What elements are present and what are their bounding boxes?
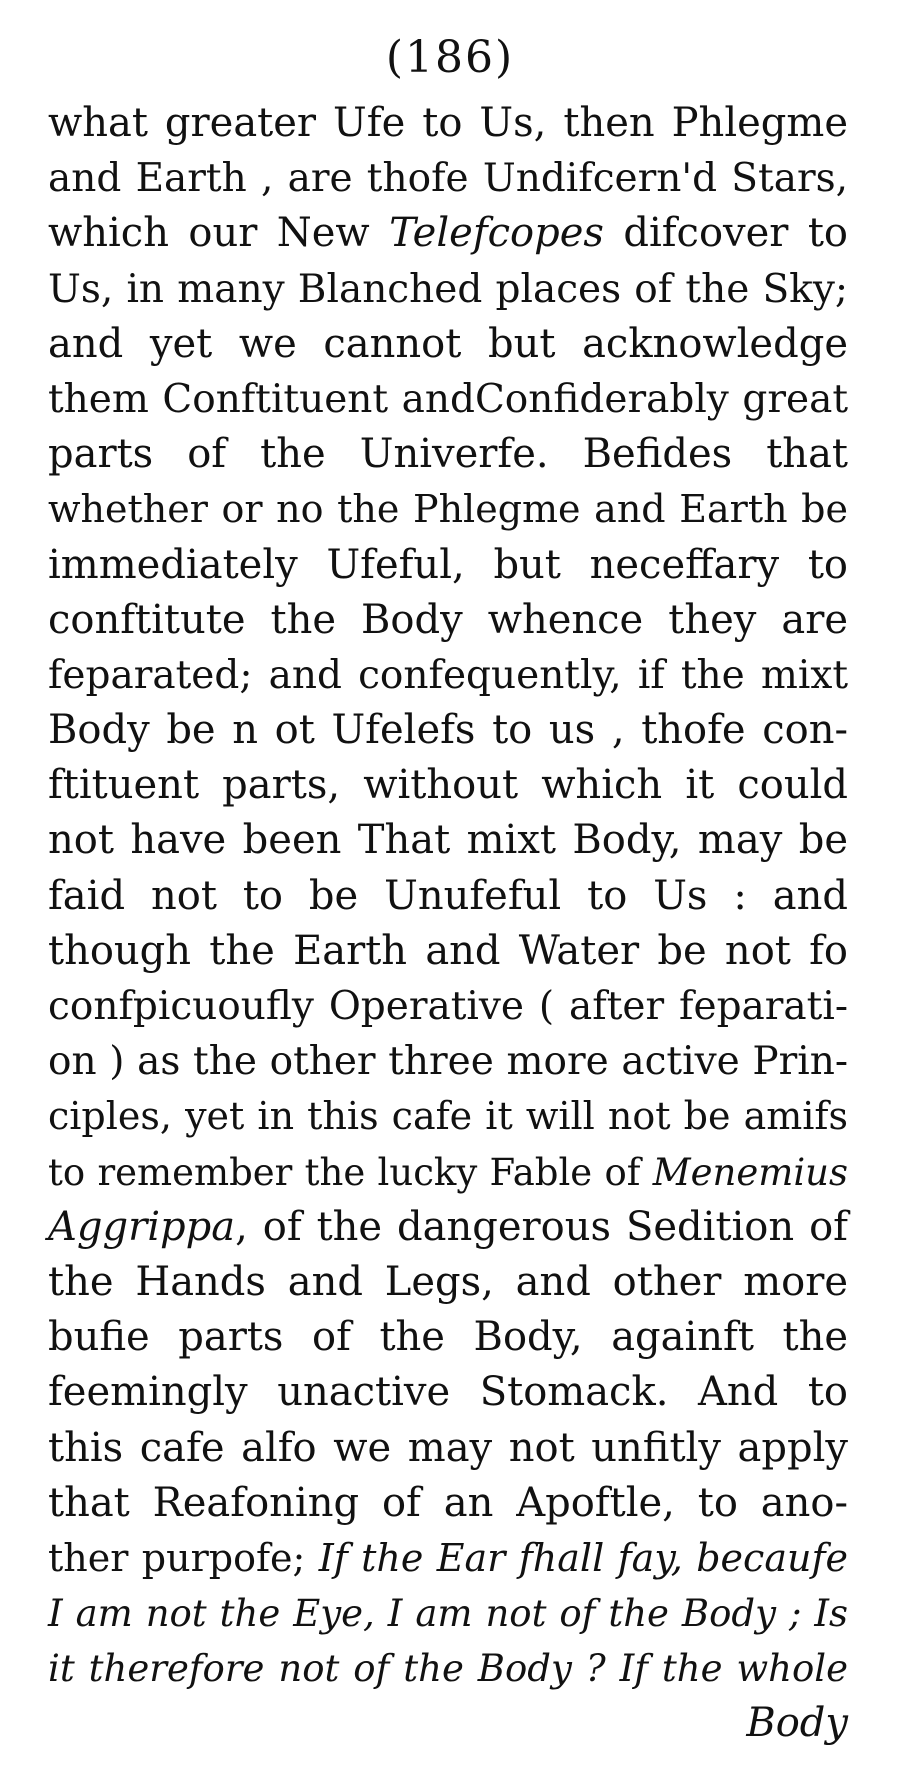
roman-text: whether or no the Phlegme and Earth be	[48, 487, 848, 532]
text-line	[48, 1586, 848, 1641]
text-line	[48, 1476, 848, 1531]
text-line	[48, 1145, 848, 1200]
roman-text: ftituent parts, without which it could	[48, 762, 848, 809]
roman-text: which our New	[48, 210, 390, 257]
body-text	[48, 96, 848, 1752]
italic-text: If the Ear fhall fay, becaufe	[318, 1535, 849, 1580]
text-line	[48, 703, 848, 758]
roman-text: and Earth , are thofe Undifcern'd Stars,	[48, 156, 848, 202]
roman-text: ther purpofe;	[48, 1535, 319, 1580]
roman-text: difcover to	[603, 210, 848, 257]
roman-text: Us, in many Blanched places of the Sky;	[48, 266, 848, 312]
text-line	[48, 813, 848, 868]
text-line	[48, 924, 848, 979]
text-line	[48, 1255, 848, 1310]
text-line	[48, 96, 848, 151]
italic-text: I am not the Eye, I am not of the Body ; Is	[48, 1592, 848, 1636]
text-line	[48, 1034, 848, 1089]
roman-text: them Conftituent andConfiderably great	[48, 376, 848, 422]
italic-text: Body	[746, 1700, 848, 1747]
roman-text: Body be n ot Ufelefs to us , thofe con-	[48, 707, 848, 754]
roman-text: confpicuoufly Operative ( after feparati-	[48, 984, 848, 1029]
roman-text: to remember the lucky Fable of	[48, 1150, 653, 1194]
text-line	[48, 206, 848, 261]
text-line	[48, 262, 848, 317]
roman-text: that Reafoning of an Apoftle, to ano-	[48, 1479, 848, 1526]
text-line	[48, 1089, 848, 1144]
text-line	[48, 538, 848, 593]
text-line	[48, 648, 848, 703]
roman-text: what greater Ufe to Us, then Phlegme	[48, 100, 848, 146]
text-line	[48, 317, 848, 372]
italic-text: Telefcopes	[389, 210, 604, 257]
roman-text: the Hands and Legs, and other more	[48, 1258, 848, 1305]
roman-text: this cafe alfo we may not unfitly apply	[48, 1424, 848, 1471]
text-line	[48, 372, 848, 427]
italic-text: Aggrippa	[48, 1203, 236, 1250]
text-line	[48, 1365, 848, 1420]
text-line	[48, 979, 848, 1034]
text-line	[48, 1531, 848, 1586]
roman-text: feparated; and confequently, if the mixt	[48, 652, 848, 698]
text-line	[48, 427, 848, 482]
roman-text: feemingly unactive Stomack. And to	[48, 1369, 848, 1416]
text-line	[48, 1696, 848, 1751]
roman-text: ciples, yet in this cafe it will not be amifs	[48, 1094, 848, 1139]
italic-text: Menemius	[652, 1150, 848, 1194]
text-line	[48, 1200, 848, 1255]
roman-text: and yet we cannot but acknowledge	[48, 320, 848, 367]
text-line	[48, 482, 848, 537]
italic-text: it therefore not of the Body ? If the whole	[48, 1647, 848, 1691]
text-line	[48, 593, 848, 648]
roman-text: bufie parts of the Body, againft the	[48, 1314, 848, 1361]
page-number: (186)	[385, 32, 515, 83]
roman-text: faid not to be Unufeful to Us : and	[48, 872, 848, 919]
roman-text: parts of the Univerfe. Befides that	[48, 431, 848, 478]
text-line	[48, 1310, 848, 1365]
roman-text: , of the dangerous Sedition of	[235, 1203, 848, 1250]
roman-text: conftitute the Body whence they are	[48, 596, 848, 643]
text-line	[48, 869, 848, 924]
roman-text: though the Earth and Water be not fo	[48, 927, 848, 974]
roman-text: not have been That mixt Body, may be	[48, 817, 848, 864]
roman-text: immediately Ufeful, but neceffary to	[48, 541, 848, 588]
text-line	[48, 1421, 848, 1476]
text-line	[48, 1641, 848, 1696]
text-line	[48, 758, 848, 813]
roman-text: on ) as the other three more active Prin-	[48, 1039, 848, 1085]
text-line	[48, 151, 848, 206]
